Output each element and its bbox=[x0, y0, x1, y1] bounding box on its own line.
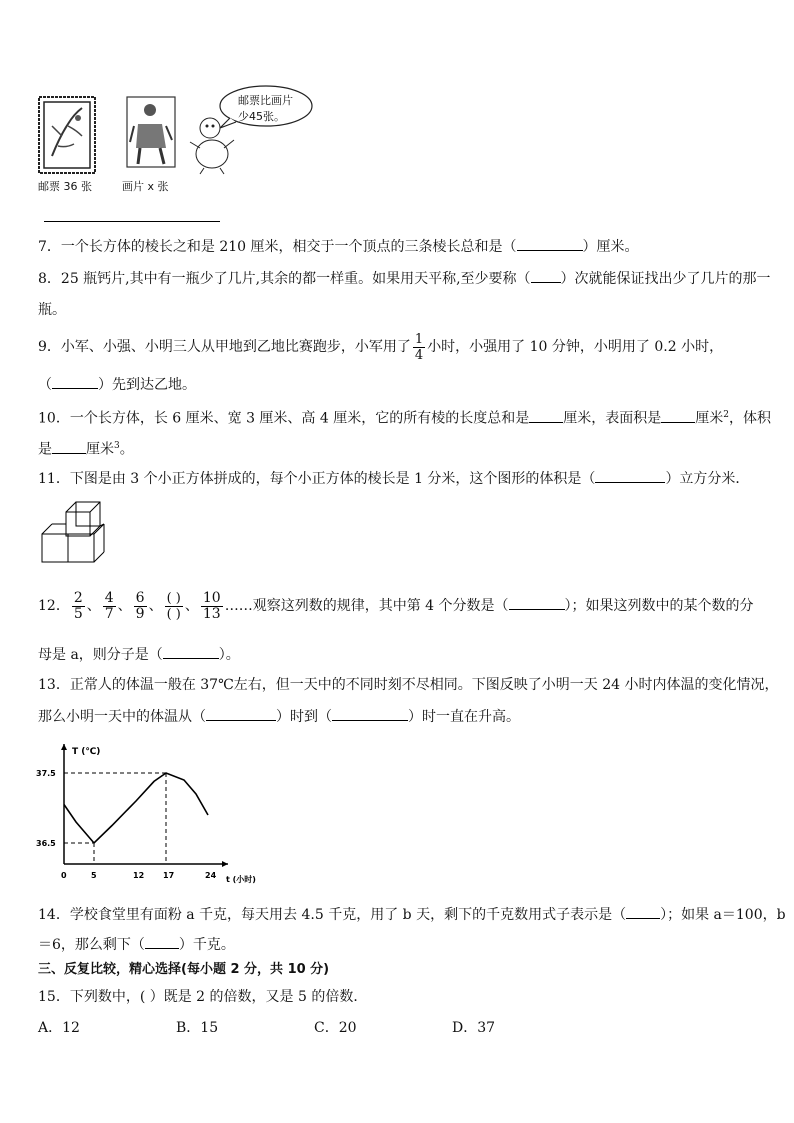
q12-fraction-5-num: 10 bbox=[202, 589, 221, 606]
question-15-options bbox=[38, 1018, 538, 1038]
y-tick-label: 37.5 bbox=[36, 769, 56, 778]
q12-separator: 、 bbox=[148, 598, 163, 614]
q12-fraction-3-den: 9 bbox=[135, 605, 145, 622]
question-14-line-2 bbox=[38, 934, 235, 955]
q10-part-4: ，体积 bbox=[728, 410, 771, 427]
q9-text-after: 小时，小强用了 10 分钟，小明用了 0.2 小时， bbox=[427, 339, 724, 355]
q9-fraction bbox=[413, 332, 425, 363]
q12-fraction-2 bbox=[103, 591, 116, 622]
temperature-chart bbox=[36, 738, 256, 888]
q7-text-after: ）厘米。 bbox=[582, 239, 639, 255]
option-d[interactable]: D．37 bbox=[452, 1020, 496, 1036]
y-tick-label: 36.5 bbox=[36, 839, 56, 848]
question-13-line-2 bbox=[38, 706, 520, 727]
section-3-heading: 三、反复比较，精心选择(每小题 2 分，共 10 分) bbox=[38, 962, 330, 977]
stamp-caption: 邮票 36 张 bbox=[38, 180, 92, 193]
q13-end-hour-blank[interactable] bbox=[332, 706, 408, 721]
q8-text-after: ）次就能保证找出少了几片的那一 bbox=[560, 271, 771, 287]
q10-volume-blank[interactable] bbox=[52, 439, 86, 454]
q11-text-after: ）立方分米． bbox=[665, 471, 750, 487]
q10-part-2: 厘米，表面积是 bbox=[563, 410, 662, 427]
q9-fraction-numerator: 1 bbox=[414, 331, 424, 347]
q14-expression-blank[interactable] bbox=[626, 904, 660, 919]
q10-line2-after: 厘米 bbox=[86, 441, 114, 458]
q12-fraction-4-num: ( ) bbox=[166, 590, 181, 606]
q14-line2-before: ＝6，那么剩下（ bbox=[38, 937, 145, 953]
picture-figure bbox=[126, 96, 176, 168]
q10-line2-before: 是 bbox=[38, 441, 52, 458]
q10-part-3: 厘米 bbox=[695, 410, 724, 427]
q10-surface-area-blank[interactable] bbox=[661, 408, 695, 423]
q14-remaining-blank[interactable] bbox=[145, 934, 179, 949]
option-b[interactable]: B．15 bbox=[176, 1020, 219, 1036]
q12-fraction-3 bbox=[134, 591, 147, 622]
q12-fraction-5-den: 13 bbox=[202, 605, 221, 622]
q12-line2-before: 母是 a，则分子是（ bbox=[38, 647, 163, 663]
q10-edge-sum-blank[interactable] bbox=[529, 408, 563, 423]
answer-underline bbox=[44, 221, 220, 222]
q13-line2-after: ）时一直在升高。 bbox=[408, 709, 520, 725]
q9-text-after-2: ）先到达乙地。 bbox=[98, 377, 196, 393]
question-9-line-2 bbox=[38, 374, 196, 395]
q11-answer-blank[interactable] bbox=[595, 468, 665, 483]
stamp-figure bbox=[38, 96, 96, 174]
q12-fraction-2-num: 4 bbox=[104, 589, 114, 606]
stamp-image bbox=[38, 96, 96, 174]
q14-line1-after: ）；如果 a＝100，b bbox=[660, 907, 786, 923]
three-cubes-diagram bbox=[36, 500, 106, 566]
question-7 bbox=[38, 236, 639, 257]
q12-fraction-4-blank[interactable] bbox=[165, 591, 183, 622]
q12-fraction-2-den: 7 bbox=[104, 605, 114, 622]
q13-line2-before: 那么小明一天中的体温从（ bbox=[38, 709, 206, 725]
speech-line-1: 邮票比画片 bbox=[238, 94, 293, 107]
q12-fraction-1 bbox=[72, 591, 85, 622]
x-tick-label: 5 bbox=[91, 871, 97, 880]
q12-numerator-blank[interactable] bbox=[163, 644, 219, 659]
y-axis-arrow bbox=[61, 744, 67, 750]
question-14 bbox=[38, 904, 786, 925]
q12-line2-after: ）。 bbox=[218, 647, 240, 663]
q12-text-before: ……观察这列数的规律，其中第 4 个分数是（ bbox=[224, 598, 509, 614]
picture-caption: 画片 x 张 bbox=[122, 180, 169, 193]
q13-start-hour-blank[interactable] bbox=[206, 706, 276, 721]
q12-fraction-1-den: 5 bbox=[73, 605, 83, 622]
q12-fraction-5 bbox=[201, 591, 223, 622]
q13-line2-mid: ）时到（ bbox=[276, 709, 332, 725]
q12-fourth-fraction-blank[interactable] bbox=[509, 595, 565, 610]
q11-text-before: 11．下图是由 3 个小正方体拼成的，每个小正方体的棱长是 1 分米，这个图形的体积是（ bbox=[38, 471, 596, 487]
question-9 bbox=[38, 330, 723, 364]
q10-part-1: 10．一个长方体，长 6 厘米、宽 3 厘米、高 4 厘米，它的所有棱的长度总和是 bbox=[38, 410, 530, 427]
x-tick-label: 17 bbox=[163, 871, 175, 880]
q14-line2-after: ）千克。 bbox=[178, 937, 235, 953]
q12-fraction-3-num: 6 bbox=[135, 589, 145, 606]
x-tick-label: 24 bbox=[205, 871, 217, 880]
question-8-line-2: 瓶。 bbox=[38, 302, 66, 318]
q10-sup-2: 2 bbox=[723, 410, 729, 420]
q7-text-before: 7．一个长方体的棱长之和是 210 厘米，相交于一个顶点的三条棱长总和是（ bbox=[38, 239, 517, 255]
x-tick-label: 12 bbox=[133, 871, 145, 880]
q9-fraction-denominator: 4 bbox=[414, 347, 424, 363]
question-15: 15．下列数中，( ）既是 2 的倍数，又是 5 的倍数． bbox=[38, 989, 368, 1005]
y-axis-label: T (℃) bbox=[72, 747, 101, 757]
cubes-figure bbox=[36, 500, 106, 566]
temperature-series-line bbox=[64, 773, 208, 843]
q10-sup-3: 3 bbox=[114, 441, 120, 451]
q12-number-label: 12． bbox=[38, 598, 70, 614]
q12-separator: 、 bbox=[117, 598, 132, 614]
speech-line-2: 少45张。 bbox=[238, 110, 285, 123]
question-12 bbox=[38, 586, 754, 626]
x-axis-arrow bbox=[222, 861, 228, 867]
question-10 bbox=[38, 405, 771, 429]
q9-paren-open: （ bbox=[38, 377, 52, 393]
q9-answer-blank[interactable] bbox=[52, 374, 98, 389]
warrior-image bbox=[126, 96, 176, 168]
q12-fraction-1-num: 2 bbox=[73, 589, 83, 606]
q8-answer-blank[interactable] bbox=[531, 268, 561, 283]
option-a[interactable]: A．12 bbox=[38, 1020, 80, 1036]
q14-line1-before: 14．学校食堂里有面粉 a 千克，每天用去 4.5 千克，用了 b 天，剩下的千克数用式子表示是（ bbox=[38, 907, 627, 923]
q12-fraction-4-den: ( ) bbox=[166, 606, 181, 622]
q12-separator: 、 bbox=[86, 598, 101, 614]
option-c[interactable]: C．20 bbox=[314, 1020, 357, 1036]
question-10-line-2 bbox=[38, 436, 134, 460]
temperature-chart-svg bbox=[36, 738, 256, 888]
q7-answer-blank[interactable] bbox=[517, 236, 583, 251]
question-13: 13．正常人的体温一般在 37℃左右，但一天中的不同时刻不尽相同。下图反映了小明一天 24 小时内体温的变化情况， bbox=[38, 677, 779, 693]
q8-text-before: 8．25 瓶钙片,其中有一瓶少了几片,其余的都一样重。如果用天平称,至少要称（ bbox=[38, 271, 531, 287]
x-tick-label: 0 bbox=[61, 871, 67, 880]
q12-separator: 、 bbox=[184, 598, 199, 614]
x-axis-label: t (小时) bbox=[226, 875, 256, 884]
question-11 bbox=[38, 468, 749, 489]
question-8 bbox=[38, 268, 771, 289]
q10-line2-end: 。 bbox=[119, 441, 134, 458]
question-12-line-2 bbox=[38, 644, 240, 665]
q9-text-before: 9．小军、小强、小明三人从甲地到乙地比赛跑步，小军用了 bbox=[38, 339, 411, 355]
q12-text-after: ）；如果这列数中的某个数的分 bbox=[564, 598, 754, 614]
